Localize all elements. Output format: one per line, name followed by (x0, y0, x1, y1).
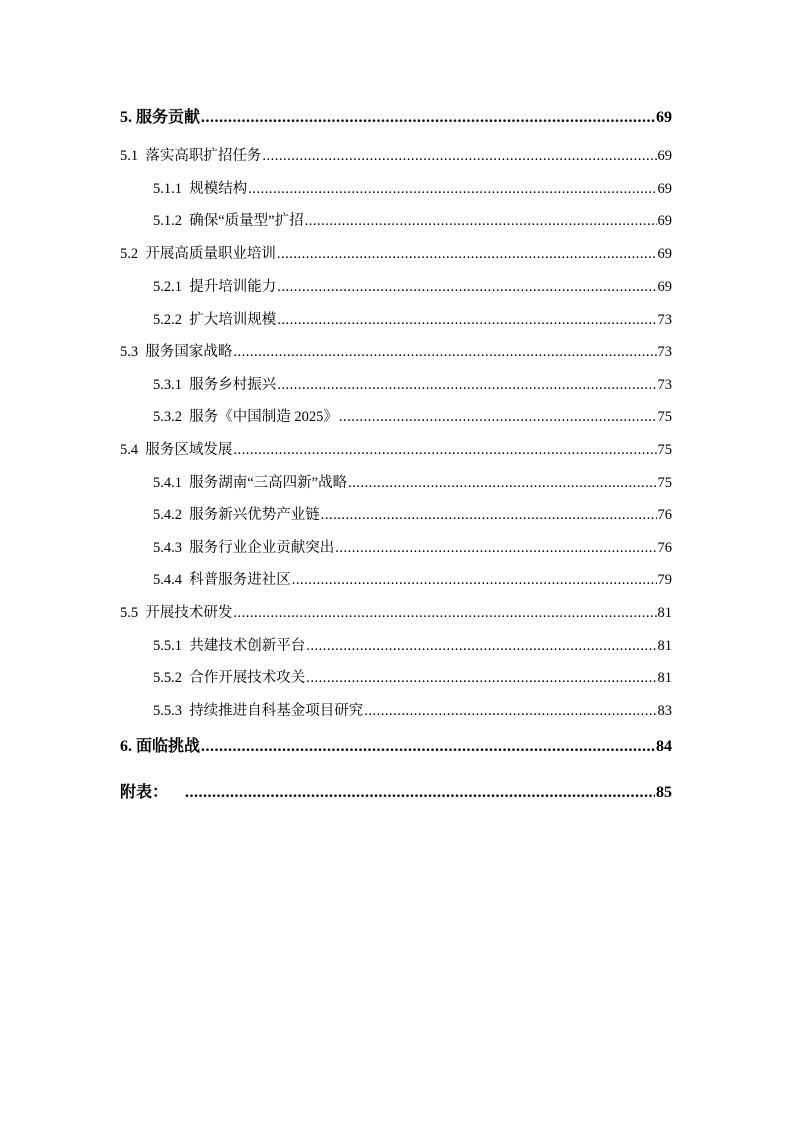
toc-entry-5[interactable] (120, 108, 672, 128)
toc-entry-page: 79 (657, 572, 672, 588)
dot-leader (306, 668, 656, 688)
toc-entry-5-3-1[interactable] (153, 375, 672, 395)
toc-entry-title: 扩大培训规模 (189, 312, 277, 328)
toc-entry-5-4[interactable] (120, 440, 672, 460)
toc-entry-page: 84 (656, 738, 672, 755)
toc-entry-page: 69 (657, 213, 672, 229)
toc-entry-title: 服务新兴优势产业链 (189, 507, 320, 523)
dot-leader (305, 211, 657, 231)
dot-leader (277, 244, 657, 264)
toc-entry-number: 5.3.1 (153, 377, 182, 393)
dot-leader (201, 108, 655, 128)
toc-entry-number: 5.1.1 (153, 181, 182, 197)
dot-leader (277, 375, 656, 395)
toc-entry-number: 5.5.3 (153, 703, 182, 719)
dot-leader (339, 407, 657, 427)
toc-entry-5-2[interactable] (120, 244, 672, 264)
toc-entry-title: 服务贡献 (136, 109, 201, 126)
toc-entry-title: 服务湖南“三高四新”战略 (189, 475, 348, 491)
toc-entry-title: 服务乡村振兴 (189, 377, 277, 393)
toc-entry-page: 73 (657, 344, 672, 360)
dot-leader (277, 310, 656, 330)
toc-entry-5-1-2[interactable] (153, 211, 672, 231)
toc-entry-title: 持续推进自科基金项目研究 (189, 703, 364, 719)
toc-entry-6[interactable] (120, 737, 672, 757)
toc-entry-title: 开展技术研发 (145, 605, 233, 621)
toc-entry-page: 69 (656, 109, 672, 126)
toc-entry-5-4-1[interactable] (153, 473, 672, 493)
dot-leader (321, 505, 657, 525)
toc-entry-number: 5.4.3 (153, 540, 182, 556)
toc-entry-page: 75 (657, 409, 672, 425)
dot-leader (201, 737, 655, 757)
toc-entry-5-5-2[interactable] (153, 668, 672, 688)
toc-entry-page: 81 (657, 670, 672, 686)
toc-entry-5-2-2[interactable] (153, 310, 672, 330)
toc-entry-number: 5.3.2 (153, 409, 182, 425)
toc-entry-5-4-3[interactable] (153, 538, 672, 558)
toc-entry-page: 75 (657, 442, 672, 458)
toc-entry-number: 5.4.2 (153, 507, 182, 523)
toc-entry-number: 5.4 (120, 442, 139, 458)
toc-entry-page: 76 (657, 507, 672, 523)
toc-entry-number: 5.4.1 (153, 475, 182, 491)
dot-leader (277, 277, 656, 297)
toc-entry-page: 85 (656, 784, 672, 801)
toc-entry-page: 83 (657, 703, 672, 719)
dot-leader (364, 701, 656, 721)
toc-entry-number: 5.1.2 (153, 213, 182, 229)
toc-entry-page: 81 (657, 638, 672, 654)
toc-entry-5-4-4[interactable] (153, 570, 672, 590)
toc-entry-5-5[interactable] (120, 603, 672, 623)
dot-leader (306, 636, 656, 656)
dot-leader (292, 570, 657, 590)
toc-entry-title: 合作开展技术攻关 (189, 670, 306, 686)
toc-entry-5-3[interactable] (120, 342, 672, 362)
toc-entry-5-1-1[interactable] (153, 179, 672, 199)
toc-entry-title: 规模结构 (189, 181, 248, 197)
toc-entry-number: 5.2.1 (153, 279, 182, 295)
toc-entry-title: 服务国家战略 (145, 344, 233, 360)
toc-entry-number: 5.5.2 (153, 670, 182, 686)
toc-entry-5-2-1[interactable] (153, 277, 672, 297)
toc-entry-number: 5.1 (120, 148, 139, 164)
dot-leader (335, 538, 656, 558)
toc-entry-number: 5.2 (120, 246, 139, 262)
toc-entry-title: 服务行业企业贡献突出 (189, 540, 335, 556)
toc-entry-5-5-3[interactable] (153, 701, 672, 721)
toc-entry-title: 共建技术创新平台 (189, 638, 306, 654)
toc-entry-title: 附表： (120, 784, 169, 801)
toc-entry-page: 76 (657, 540, 672, 556)
toc-entry-title: 服务区域发展 (145, 442, 233, 458)
toc-entry-5-5-1[interactable] (153, 636, 672, 656)
toc-entry-number: 5.2.2 (153, 312, 182, 328)
toc-entry-5-3-2[interactable] (153, 407, 672, 427)
toc-entry-number: 5.5.1 (153, 638, 182, 654)
toc-entry-page: 69 (657, 148, 672, 164)
toc-entry-page: 73 (657, 377, 672, 393)
toc-entry-title: 落实高职扩招任务 (145, 148, 262, 164)
toc-entry-number: 6. (120, 738, 132, 755)
toc-entry-title: 开展高质量职业培训 (145, 246, 276, 262)
dot-leader (233, 342, 656, 362)
toc-entry-title: 科普服务进社区 (189, 572, 291, 588)
toc-entry-number: 5. (120, 109, 132, 126)
toc-entry-number: 5.3 (120, 344, 139, 360)
toc-entry-title: 面临挑战 (136, 738, 201, 755)
toc-entry-number: 5.5 (120, 605, 139, 621)
dot-leader (233, 603, 656, 623)
toc-entry-page: 81 (657, 605, 672, 621)
dot-leader (262, 146, 656, 166)
toc-entry-page: 69 (657, 181, 672, 197)
toc-entry-page: 73 (657, 312, 672, 328)
toc-entry-page: 69 (657, 279, 672, 295)
dot-leader (248, 179, 656, 199)
dot-leader (185, 783, 655, 803)
toc-entry-number: 5.4.4 (153, 572, 182, 588)
dot-leader (348, 473, 656, 493)
toc-entry-page: 69 (657, 246, 672, 262)
toc-entry-title: 提升培训能力 (189, 279, 277, 295)
toc-entry-5-4-2[interactable] (153, 505, 672, 525)
dot-leader (233, 440, 656, 460)
toc-entry-title: 服务《中国制造 2025》 (189, 409, 338, 425)
toc-entry-page: 75 (657, 475, 672, 491)
toc-entry-title: 确保“质量型”扩招 (189, 213, 304, 229)
toc-entry-appendix[interactable] (120, 783, 672, 803)
toc-entry-5-1[interactable] (120, 146, 672, 166)
